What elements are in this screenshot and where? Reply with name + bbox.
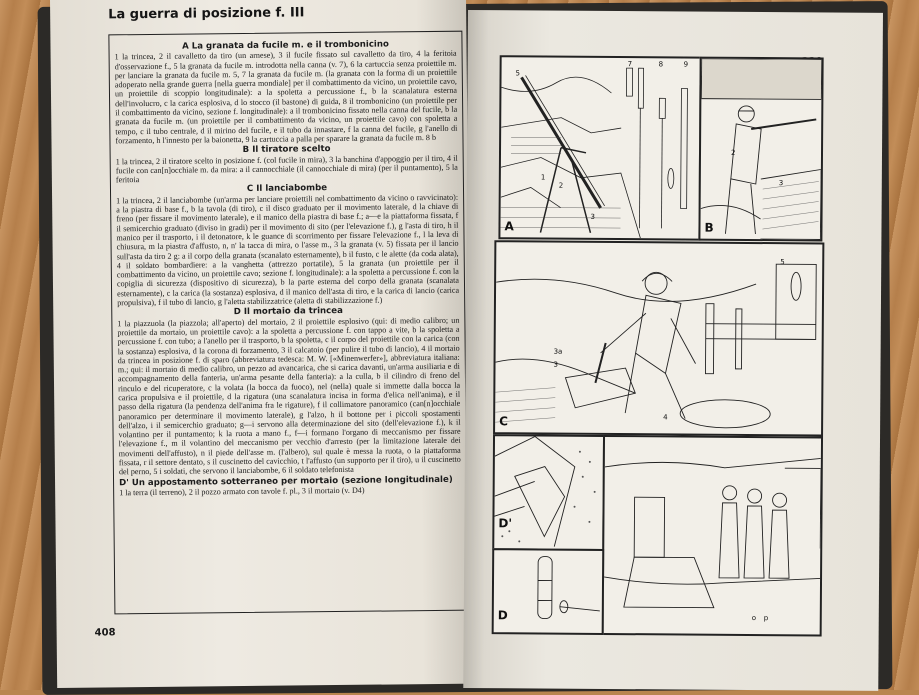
- trench-mortar-drawing: [495, 242, 822, 434]
- mortar-shell-drawing: [494, 550, 603, 633]
- panel-label-a: A: [504, 219, 514, 234]
- panel-label-d: D: [497, 608, 508, 623]
- right-page: [463, 10, 883, 691]
- sniper-drawing: [700, 59, 821, 240]
- callout-c-3: 3: [553, 360, 559, 369]
- section-title-c: C Il lanciabombe: [246, 183, 328, 195]
- callout-a-1: 1: [540, 173, 546, 182]
- mortar-emplacement-drawing: [604, 437, 821, 635]
- section-title-d: D Il mortaio da trincea: [233, 306, 343, 318]
- illustration-panel-b: [698, 57, 823, 242]
- callout-a-2: 2: [558, 181, 564, 190]
- panel-label-c: C: [499, 414, 508, 429]
- illustration-panel-d-projectile: [492, 548, 605, 635]
- rifle-grenade-drawing: [500, 57, 699, 238]
- left-page: [50, 0, 473, 688]
- callout-b-2: 2: [730, 148, 736, 157]
- section-title-a: A La granata da fucile m. e il trombonicino: [182, 39, 389, 52]
- panel-label-d-prime: D': [498, 516, 513, 531]
- callout-d-p: p: [763, 614, 769, 623]
- section-body-d-prime: 1 la terra (il terreno), 2 il pozzo armato con tavole f. pl., 3 il mortaio (v. D4): [119, 485, 365, 498]
- callout-a-9: 9: [683, 60, 689, 69]
- callout-b-3: 3: [778, 179, 784, 188]
- illustration-panel-c: [493, 240, 824, 436]
- section-body-a: 1 la trincea, 2 il cavalletto da tiro (un arnese), 3 il fucile fissato sul cavalletto da tiro, 4 la feritoia d'osservazione f., 5 la granata da fucile m. introdotta nella canna (v. 7), 6 la cartuccia senza proiettile m. per lanciare la granata da fucile m. 5, 7 la granata da fucile m. (la granata con la forma di un proiettile adoperato nella grande guerra [nella guerra mondiale] per il combattimento da vicino, un proiettile cavo, un proiettile di scoppio longitudinale): a la spoletta a percussione f., b la scanalatura esterna dell'involucro, c la carica esplosiva, d lo stocco (il bastone) di guida, 8 il trombonicino (un proiettile per il combattimento da vicino, sezione f. longitudinale): a il trombonicino fissato nella canna del fucile, b la granata da fucile m. (un proiettile per il combattimento da vicino, un proiettile cavo) con spoletta a tempo, c il tubo centrale, d il mirino del fucile, e il tubo da innastare, f la canna del fucile, g l'anello di forzamento, h l'innesto per la baionetta, 9 la cartuccia a palla per sparare la granata da fucile m. 8 b: [114, 49, 458, 146]
- callout-c-3a: 3a: [553, 347, 563, 356]
- illustration-panel-a: [498, 55, 701, 240]
- section-body-c: 1 la trincea, 2 il lanciabombe (un'arma per lanciare proiettili nel combattimento da vicino o ravvicinato): a la piastra di base f., b la tavola (di tiro), c il disco graduato per il movimento laterale, d la chiave di freno (per fissare il movimento laterale), e il manico della piastra di base f.; a—e la piattaforma fissata, f il semicerchio graduato (diviso in gradi) per il movimento di sito (per l'elevazione f.), g l'asta di tiro, h il manico per il trasporto, i il detonatore, k le guance di scorrimento per fissare l'elevazione f., l la leva di chiusura, m la piastra d'affusto, n, n' la tacca di mira, o l'asse m., 3 la granata (v. 5) fissata per il lancio sull'asta da tiro 2 g: a il corpo della granata (scanalato esternamente), b il fusto, c le alette (da coda alata), 4 il soldato bombardiere: a la vanghetta (attrezzo portatile), 5 la granata (un proiettile per il combattimento da vicino, un proiettile cavo; sezione f. longitudinale): a la spoletta a percussione f. con la copiglia di sicurezza (dispositivo di sicurezza), b la parte esterna del corpo della granata (scanalata esternamente), c la carica (la sostanza) esplosiva, d il manico dell'asta di tiro, e la carica di lancio (carica propulsiva), f il tubo di lancio, g l'aletta stabilizzatrice (aletta di stabilizzazione f.): [116, 192, 460, 308]
- illustration-panel-d-prime: [492, 434, 605, 551]
- text-block: [108, 31, 468, 615]
- callout-c-4: 4: [663, 413, 668, 422]
- section-title-b: B Il tiratore scelto: [242, 144, 331, 156]
- callout-c-5: 5: [780, 258, 785, 267]
- callout-a-7: 7: [627, 60, 633, 69]
- page-number-left: 408: [94, 627, 116, 639]
- section-body-d: 1 la piazzuola (la piazzola; all'aperto) del mortaio, 2 il proiettile esplosivo (qui: di medio calibro; un proiettile da mortaio, un proiettile cavo): a la spoletta a percussione f. con tappo a vite, b la spoletta a percussione f. con tubo; a l'anello per il trasporto, b la spoletta, c il corpo del proiettile con la carica (con la sostanza) esplosiva, d la corona di forzamento, 3 il calcatoio (per pulire il tubo di lancio), 4 il mortaio da trincea in posizione f. di sparo (abbreviatura tedesca: M. W. [«Minenwerfer»], abbreviatura italiana: m.; qui: il mortaio di medio calibro, un pezzo ad avancarica, che si carica davanti, un'arma ausiliaria e di accompagnamento della fanteria, un'arma pesante della fanteria): a la culla, b il cilindro di freno del rinculo e del ricuperatore, c la volata (la bocca da fuoco), nel (nella) quale si immette dalla bocca la carica propulsiva e il proiettile, d la rigatura (una scanalatura incisa in forma d'elica nell'anima), e il passo della rigatura (la pendenza dell'anima fra le rigature), f il collimatore panoramico (can[n]occhiale panoramico per determinare il movimento laterale), g l'alzo, h il bottone per i piccoli spostamenti dell'alzo, i il semicerchio graduato; g—i servono alla determinazione del sito (dell'elevazione f.), k il volantino per il puntamento; k la ruota a mano f., f—i formano l'organo di meccanismo per fissare l'elevazione f., m il volantino del meccanismo per vecchio d'arresto (per la limitazione laterale dei movimenti dell'affusto), n il piede dell'asse m. (l'albero), sul quale è messa la ruota, o la piattaforma fissata, r il settore dentato, s il cuscinetto del cavicchio, t l'affusto (un supporto per il tiro), u il cuscinetto del perno, 5 i soldati, che servono il lanciabombe, 6 il soldato telefonista: [117, 315, 461, 477]
- callout-d-o: o: [751, 613, 757, 623]
- callout-a-5: 5: [515, 69, 521, 78]
- callout-a-8: 8: [658, 60, 664, 69]
- section-body-b: 1 la trincea, 2 il tiratore scelto in posizione f. (col fucile in mira), 3 la banchina d'appoggio per il tiro, 4 il fucile con can[n]occhiale m. da mira: a il cannocchiale (il cannocchiale di mira) (per il puntamento), 5 la feritoia: [115, 153, 458, 185]
- illustration-panel-d: [602, 435, 823, 637]
- mortar-pit-drawing: [494, 436, 603, 549]
- callout-a-3: 3: [590, 212, 596, 221]
- panel-label-b: B: [704, 220, 714, 235]
- section-title-d-prime: D' Un appostamento sotterraneo per mortaio (sezione longitudinale): [119, 474, 453, 488]
- page-header: La guerra di posizione f. III: [108, 5, 305, 23]
